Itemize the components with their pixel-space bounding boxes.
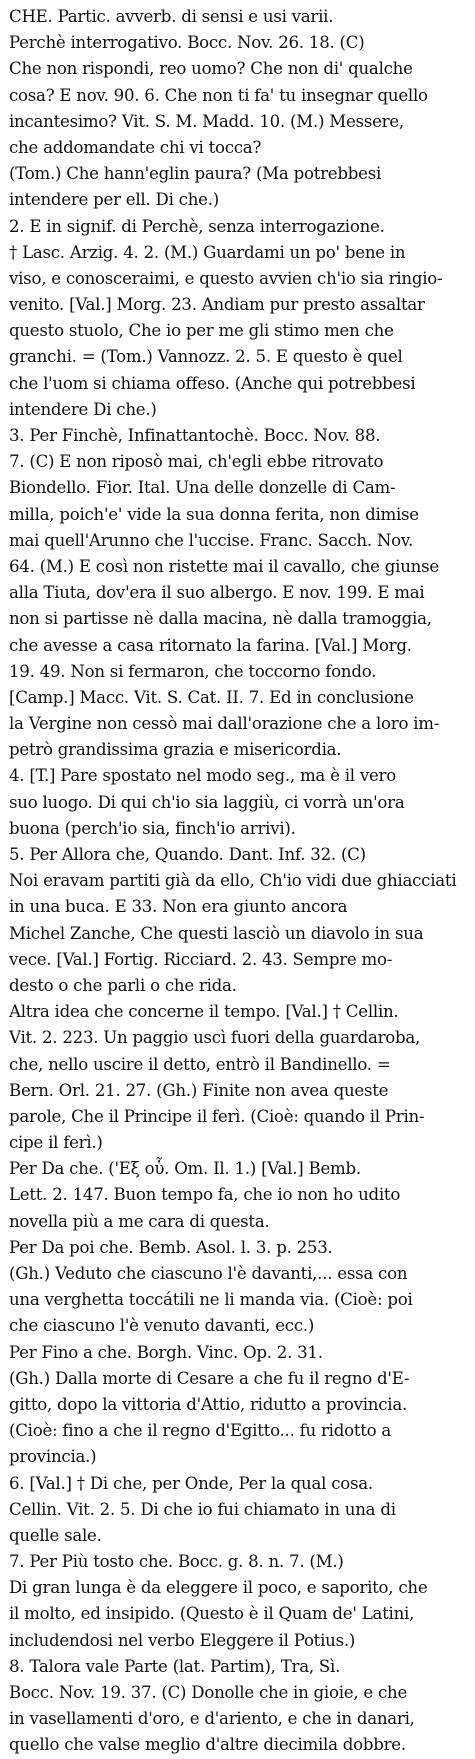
text-line: Biondello. Fior. Ital. Una delle donzelle di Cam- — [9, 478, 396, 498]
text-line: quelle sale. — [9, 1525, 102, 1545]
text-line: intendere Di che.) — [9, 399, 157, 419]
text-line: alla Tiuta, dov'era il suo albergo. E nov. 199. E mai — [9, 583, 425, 603]
text-line: Noi eravam partiti già da ello, Ch'io vidi due ghiacciati — [9, 871, 457, 891]
text-line: la Vergine non cessò mai dall'orazione che a loro im- — [9, 714, 440, 734]
text-line: 7. (C) E non riposò mai, ch'egli ebbe ritrovato — [9, 452, 384, 472]
text-line: (Cioè: fino a che il regno d'Egitto... fu ridotto a — [9, 1421, 392, 1441]
text-line: che addomandate chi vi tocca? — [9, 137, 262, 157]
text-line: (Tom.) Che hann'eglin paura? (Ma potrebbesi — [9, 164, 382, 184]
text-line: parole, Che il Principe il ferì. (Cioè: quando il Prin- — [9, 1106, 425, 1126]
text-line: Bern. Orl. 21. 27. (Gh.) Finite non avea queste — [9, 1080, 389, 1100]
text-line: che avesse a casa ritornato la farina. [Val.] Morg. — [9, 635, 412, 655]
text-line: (Gh.) Dalla morte di Cesare a che fu il regno d'E- — [9, 1368, 410, 1388]
text-line: 8. Talora vale Parte (lat. Partim), Tra, Sì. — [9, 1656, 341, 1676]
text-line: [Camp.] Macc. Vit. S. Cat. II. 7. Ed in conclusione — [9, 687, 414, 707]
text-line: 4. [T.] Pare spostato nel modo seg., ma è il vero — [9, 766, 396, 786]
text-line: 3. Per Finchè, Infinattantochè. Bocc. Nov. 88. — [9, 426, 381, 445]
text-line: in una buca. E 33. Non era giunto ancora — [9, 897, 348, 917]
text-line: intendere per ell. Di che.) — [9, 190, 219, 210]
text-line: 5. Per Allora che, Quando. Dant. Inf. 32. (C) — [9, 845, 366, 864]
text-line: vece. [Val.] Fortig. Ricciard. 2. 43. Sempre mo- — [9, 949, 393, 969]
text-line: 2. E in signif. di Perchè, senza interrogazione. — [9, 216, 385, 236]
text-line: Bocc. Nov. 19. 37. (C) Donolle che in gioie, e che — [9, 1683, 408, 1702]
text-line: Lett. 2. 147. Buon tempo fa, che io non ho udito — [9, 1185, 401, 1205]
text-line: Vit. 2. 223. Un paggio uscì fuori della guardaroba, — [9, 1028, 421, 1048]
text-line: Michel Zanche, Che questi lasciò un diavolo in sua — [9, 923, 424, 943]
text-line: † Lasc. Arzig. 4. 2. (M.) Guardami un po' bene in — [9, 242, 406, 262]
text-line: provincia.) — [9, 1447, 97, 1467]
text-line: milla, poich'e' vide la sua donna ferita, non dimise — [9, 504, 419, 524]
text-line: cosa? E nov. 90. 6. Che non ti fa' tu insegnar quello — [9, 85, 428, 105]
text-line: buona (perch'io sia, finch'io arrivi). — [9, 818, 296, 838]
text-line: Per Fino a che. Borgh. Vinc. Op. 2. 31. — [9, 1342, 323, 1362]
text-line: venito. [Val.] Morg. 23. Andiam pur presto assaltar — [9, 295, 425, 315]
text-line: cipe il ferì.) — [9, 1133, 103, 1153]
text-line: Per Da poi che. Bemb. Asol. l. 3. p. 253. — [9, 1237, 333, 1257]
text-line: viso, e conosceraimi, e questo avvien ch'io sia ringio- — [9, 268, 443, 288]
text-line: granchi. = (Tom.) Vannozz. 2. 5. E questo è quel — [9, 347, 403, 367]
text-line: novella più a me cara di questa. — [9, 1211, 270, 1231]
text-line: quello che valse meglio d'altre diecimila dobbre. — [9, 1735, 406, 1755]
text-line: non si partisse nè dalla macina, nè dalla tramoggia, — [9, 609, 432, 629]
text-line: Che non rispondi, reo uomo? Che non di' qualche — [9, 59, 413, 79]
text-line: CHE. Partic. avverb. di sensi e usi varii. — [9, 7, 334, 26]
text-line: che l'uom si chiama offeso. (Anche qui potrebbesi — [9, 373, 416, 393]
text-line: 7. Per Più tosto che. Bocc. g. 8. n. 7. (M.) — [9, 1552, 344, 1572]
text-line: in vasellamenti d'oro, e d'ariento, e che in danari, — [9, 1709, 415, 1729]
text-line: Perchè interrogativo. Bocc. Nov. 26. 18. (C) — [9, 33, 365, 53]
text-line: Altra idea che concerne il tempo. [Val.] † Cellin. — [9, 1002, 399, 1022]
text-line: includendosi nel verbo Eleggere il Potius.) — [9, 1630, 356, 1650]
text-line: Cellin. Vit. 2. 5. Di che io fui chiamato in una di — [9, 1499, 396, 1519]
text-line: suo luogo. Di qui ch'io sia laggiù, ci vorrà un'ora — [9, 792, 405, 812]
text-line: questo stuolo, Che io per me gli stimo men che — [9, 321, 394, 341]
text-line: 64. (M.) E così non ristette mai il cavallo, che giunse — [9, 556, 439, 576]
text-line: 6. [Val.] † Di che, per Onde, Per la qual cosa. — [9, 1473, 373, 1493]
text-line: (Gh.) Veduto che ciascuno l'è davanti,... essa con — [9, 1264, 408, 1283]
text-line: 19. 49. Non si fermaron, che toccorno fondo. — [9, 661, 377, 681]
text-line: petrò grandissima grazia e misericordia. — [9, 740, 342, 760]
text-line: mai quell'Arunno che l'uccise. Franc. Sacch. Nov. — [9, 530, 414, 550]
text-line: gitto, dopo la vittoria d'Attio, ridutto a provincia. — [9, 1394, 408, 1414]
text-line: desto o che parli o che rida. — [9, 975, 237, 995]
text-line: Di gran lunga è da eleggere il poco, e saporito, che — [9, 1578, 428, 1598]
text-line: Per Da che. ('Εξ οὗ. Om. Il. 1.) [Val.] Bemb. — [9, 1159, 361, 1179]
text-line: incantesimo? Vit. S. M. Madd. 10. (M.) Messere, — [9, 111, 404, 131]
dictionary-entry-che — [9, 4, 467, 1759]
text-line: una verghetta toccátili ne li manda via. (Cioè: poi — [9, 1290, 413, 1310]
text-line: che ciascuno l'è venuto davanti, ecc.) — [9, 1316, 315, 1336]
text-line: che, nello uscire il detto, entrò il Bandinello. = — [9, 1054, 391, 1074]
text-line: il molto, ed insipido. (Questo è il Quam de' Latini, — [9, 1604, 415, 1624]
